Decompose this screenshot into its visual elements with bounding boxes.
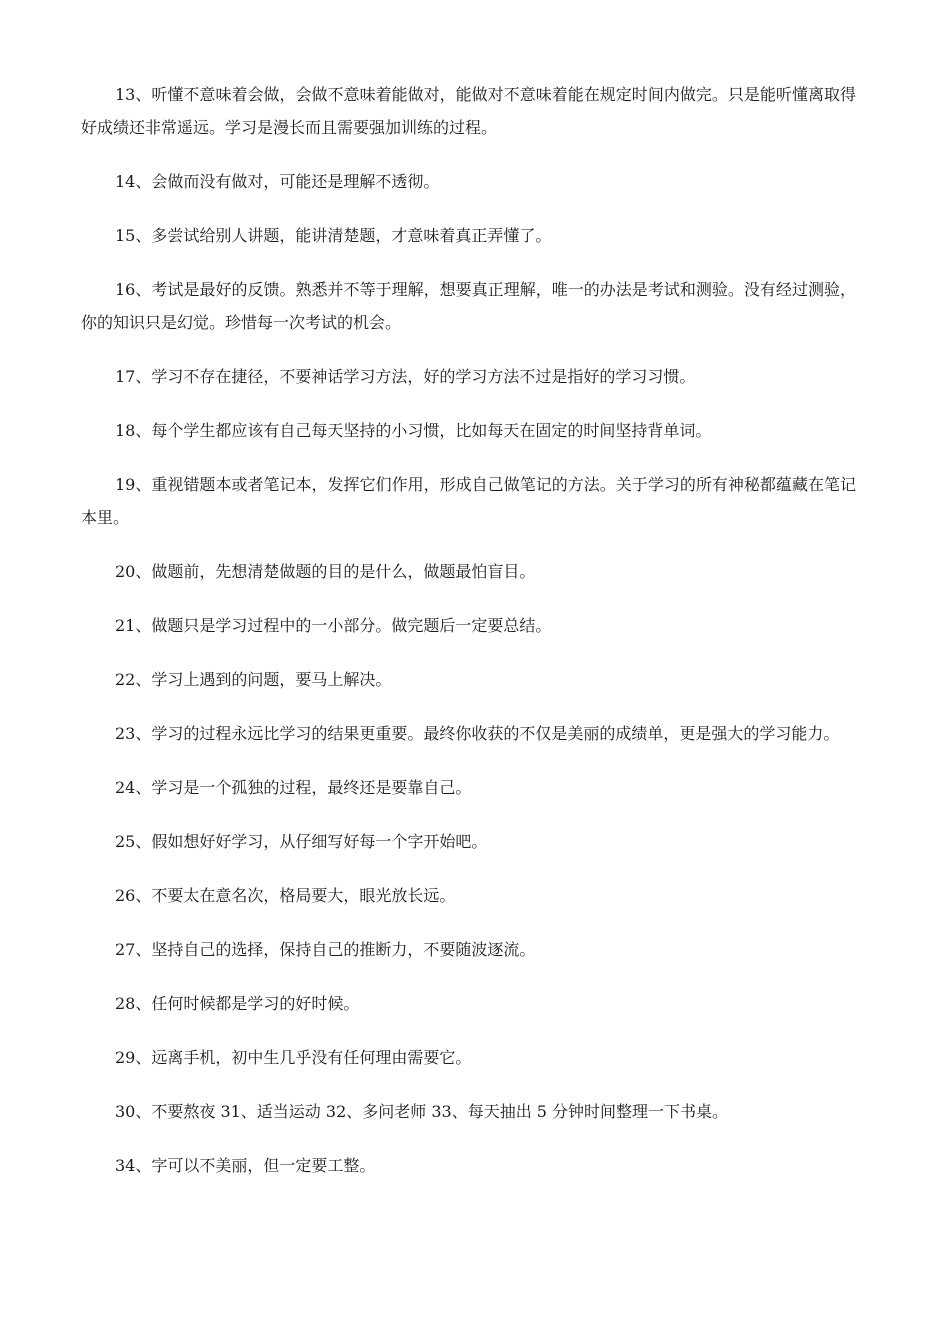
paragraph-20: 20、做题前，先想清楚做题的目的是什么，做题最怕盲目。 <box>115 562 536 581</box>
paragraph-25: 25、假如想好好学习，从仔细写好每一个字开始吧。 <box>115 832 488 851</box>
paragraph-16: 16、考试是最好的反馈。熟悉并不等于理解，想要真正理解，唯一的办法是考试和测验。没有经过测验，你的知识只是幻觉。珍惜每一次考试的机会。 <box>81 280 856 332</box>
paragraph-27: 27、坚持自己的选择，保持自己的推断力，不要随波逐流。 <box>115 940 536 959</box>
paragraph-13: 13、听懂不意味着会做，会做不意味着能做对，能做对不意味着能在规定时间内做完。只是能听懂离取得好成绩还非常遥远。学习是漫长而且需要强加训练的过程。 <box>81 85 856 137</box>
paragraph-28: 28、任何时候都是学习的好时候。 <box>115 994 360 1013</box>
paragraph-19: 19、重视错题本或者笔记本，发挥它们作用，形成自己做笔记的方法。关于学习的所有神秘都蕴藏在笔记本里。 <box>81 475 856 527</box>
document-body <box>81 78 856 1203</box>
paragraph-30-33: 30、不要熬夜 31、适当运动 32、多问老师 33、每天抽出 5 分钟时间整理一下书桌。 <box>115 1102 729 1121</box>
paragraph-24: 24、学习是一个孤独的过程，最终还是要靠自己。 <box>115 778 472 797</box>
paragraph-18: 18、每个学生都应该有自己每天坚持的小习惯，比如每天在固定的时间坚持背单词。 <box>115 421 712 440</box>
paragraph-22: 22、学习上遇到的问题，要马上解决。 <box>115 670 392 689</box>
paragraph-26: 26、不要太在意名次，格局要大，眼光放长远。 <box>115 886 456 905</box>
paragraph-23: 23、学习的过程永远比学习的结果更重要。最终你收获的不仅是美丽的成绩单，更是强大的学习能力。 <box>115 724 840 743</box>
paragraph-34: 34、字可以不美丽，但一定要工整。 <box>115 1156 376 1175</box>
paragraph-29: 29、远离手机，初中生几乎没有任何理由需要它。 <box>115 1048 472 1067</box>
paragraph-15: 15、多尝试给别人讲题，能讲清楚题，才意味着真正弄懂了。 <box>115 226 552 245</box>
paragraph-21: 21、做题只是学习过程中的一小部分。做完题后一定要总结。 <box>115 616 552 635</box>
paragraph-14: 14、会做而没有做对，可能还是理解不透彻。 <box>115 172 440 191</box>
paragraph-17: 17、学习不存在捷径，不要神话学习方法，好的学习方法不过是指好的学习习惯。 <box>115 367 696 386</box>
